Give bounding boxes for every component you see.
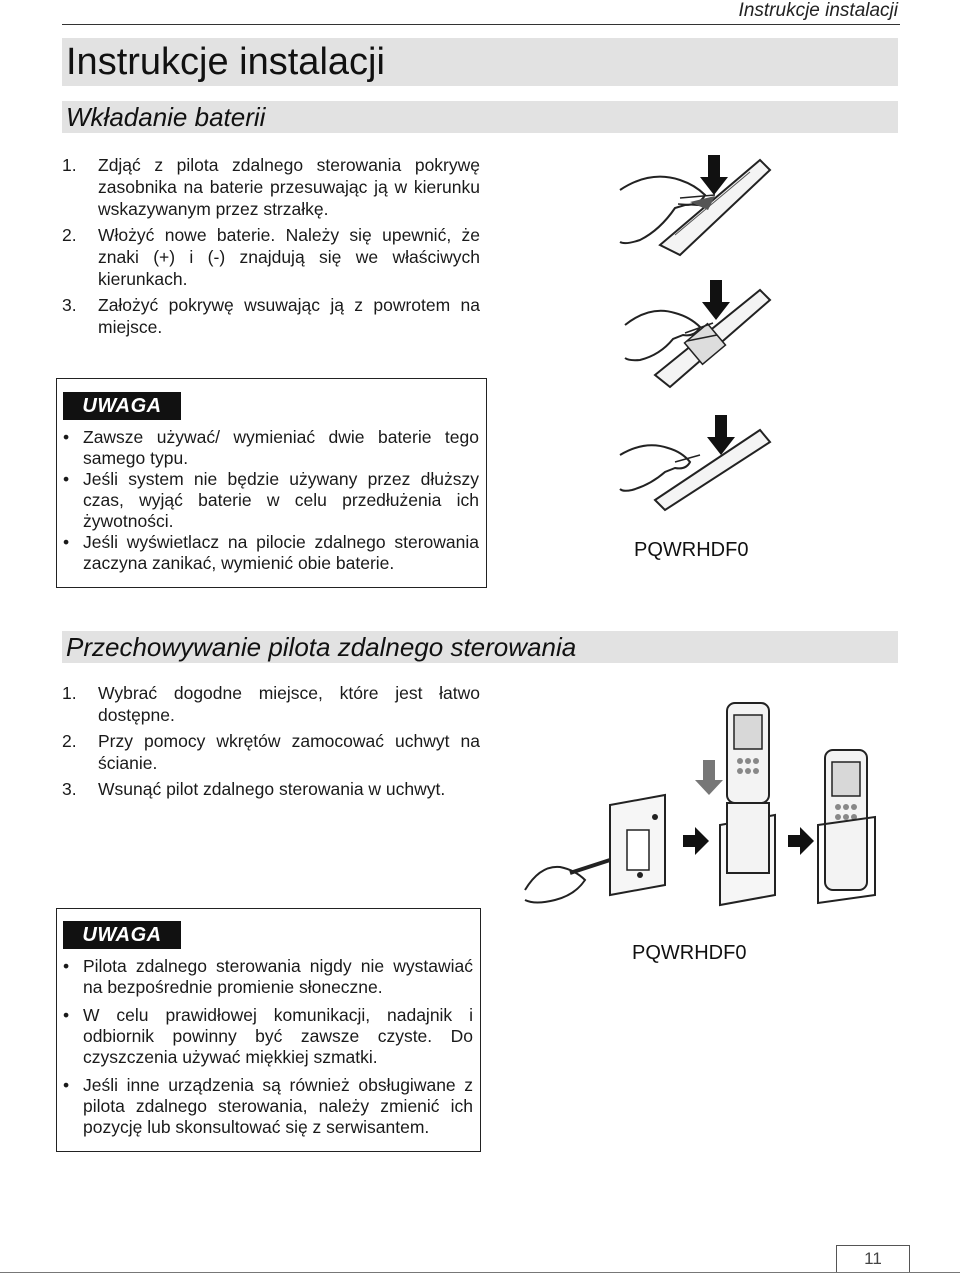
page-number: 11 — [836, 1245, 910, 1273]
model-number: PQWRHDF0 — [632, 942, 747, 964]
note-text: Pilota zdalnego sterowania nigdy nie wystawiać na bezpośrednie promienie słoneczne. — [83, 956, 473, 997]
step-number: 1. — [62, 683, 77, 703]
note-label: UWAGA — [63, 921, 181, 949]
bullet-icon: • — [63, 956, 70, 976]
page-title: Instrukcje instalacji — [66, 41, 385, 83]
list-item — [63, 469, 479, 532]
bullet-icon: • — [63, 1075, 70, 1095]
note-bullet-list — [63, 956, 473, 1138]
note-text: Zawsze używać/ wymieniać dwie baterie tego samego typu. — [83, 427, 479, 468]
note-box-storage — [56, 908, 481, 1152]
battery-insertion-illustration — [625, 275, 785, 395]
list-item — [62, 778, 480, 800]
storage-steps-list — [62, 682, 480, 804]
step-number: 3. — [62, 295, 77, 315]
note-label: UWAGA — [63, 392, 181, 420]
step-text: Przy pomocy wkrętów zamocować uchwyt na ścianie. — [98, 731, 480, 773]
note-text: Jeśli inne urządzenia są również obsługiwane z pilota zdalnego sterowania, należy zmienić ich pozycję lub skonsultować się z serwisantem. — [83, 1075, 473, 1137]
step-number: 2. — [62, 225, 77, 245]
step-number: 3. — [62, 779, 77, 799]
step-text: Wsunąć pilot zdalnego sterowania w uchwyt. — [98, 779, 446, 799]
bullet-icon: • — [63, 427, 70, 447]
bullet-icon: • — [63, 469, 70, 489]
list-item — [62, 154, 480, 220]
list-item — [62, 224, 480, 290]
list-item — [63, 1005, 473, 1068]
section-heading-bar-storage — [62, 631, 898, 663]
bullet-icon: • — [63, 532, 70, 552]
note-text: Jeśli wyświetlacz na pilocie zdalnego sterowania zaczyna zanikać, wymienić obie baterie. — [83, 532, 479, 573]
footer-rule — [0, 1272, 960, 1273]
battery-steps-list — [62, 154, 480, 342]
step-text: Wybrać dogodne miejsce, które jest łatwo dostępne. — [98, 683, 480, 725]
list-item — [63, 427, 479, 469]
header-rule — [62, 24, 900, 25]
note-text: W celu prawidłowej komunikacji, nadajnik i odbiornik powinny być zawsze czyste. Do czyszczenia używać miękkiej szmatki. — [83, 1005, 473, 1067]
list-item — [63, 956, 473, 998]
list-item — [62, 730, 480, 774]
section-heading-bar-batteries — [62, 101, 898, 133]
running-header: Instrukcje instalacji — [738, 0, 898, 21]
step-text: Włożyć nowe baterie. Należy się upewnić, że znaki (+) i (-) znajdują się we właściwych kierunkach. — [98, 225, 480, 289]
section-heading: Wkładanie baterii — [66, 102, 266, 132]
list-item — [63, 532, 479, 574]
battery-cover-closing-illustration — [620, 410, 780, 520]
page-title-bar — [62, 38, 898, 86]
note-bullet-list — [63, 427, 479, 574]
holder-mounting-illustration — [515, 695, 895, 925]
step-text: Założyć pokrywę wsuwając ją z powrotem na miejsce. — [98, 295, 480, 337]
note-text: Jeśli system nie będzie używany przez dłuższy czas, wyjąć baterie w celu przedłużenia ich żywotności. — [83, 469, 479, 531]
list-item — [62, 294, 480, 338]
step-number: 2. — [62, 731, 77, 751]
section-heading: Przechowywanie pilota zdalnego sterowania — [66, 632, 577, 662]
step-number: 1. — [62, 155, 77, 175]
bullet-icon: • — [63, 1005, 70, 1025]
list-item — [62, 682, 480, 726]
note-box-batteries — [56, 378, 487, 588]
battery-cover-removal-illustration — [620, 150, 780, 260]
step-text: Zdjąć z pilota zdalnego sterowania pokrywę zasobnika na baterie przesuwając ją w kierunku wskazywanym przez strzałkę. — [98, 155, 480, 219]
list-item — [63, 1075, 473, 1138]
model-number: PQWRHDF0 — [634, 539, 749, 561]
